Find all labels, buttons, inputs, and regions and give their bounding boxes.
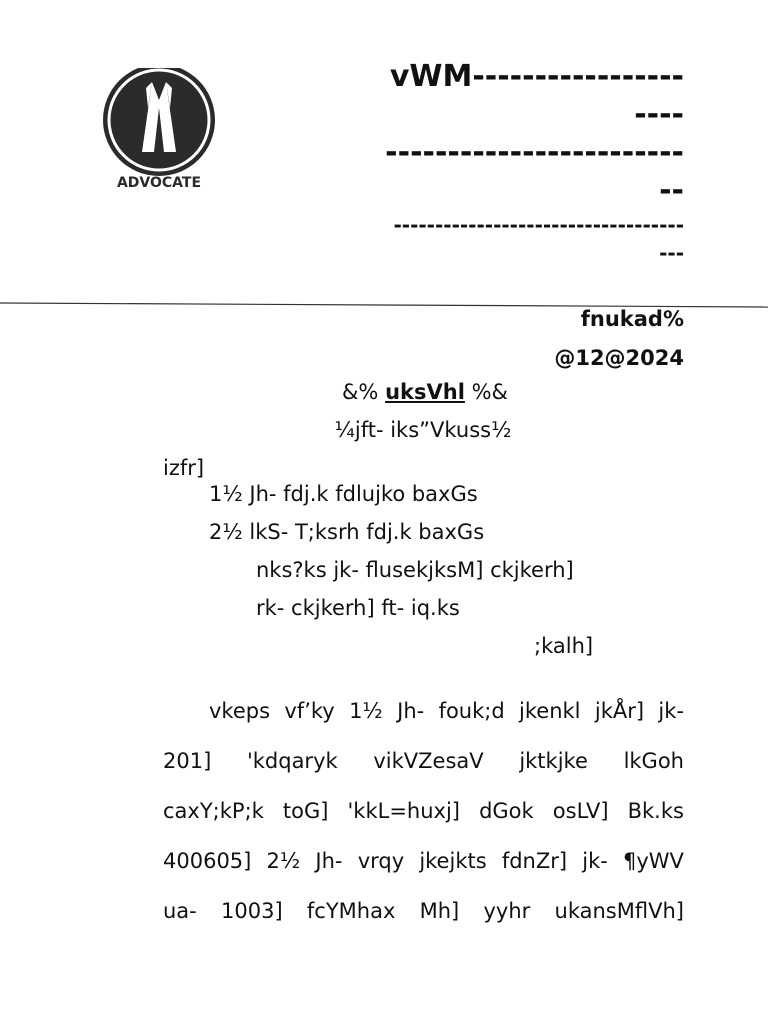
letterhead-address-cont: --- (659, 241, 684, 265)
body-word: 'kkL=huxj] (347, 799, 460, 823)
notice-prefix: &% (342, 380, 379, 404)
letterhead-title-cont: -- (659, 173, 684, 208)
body-word: jkenkl (519, 699, 581, 723)
letterhead-title: ------------------------ (385, 135, 684, 170)
date-value: @12@2024 (554, 346, 684, 370)
body-word: jktkjke (519, 749, 588, 773)
body-line (163, 745, 684, 795)
body-word: jkÅr] (594, 699, 645, 723)
body-word: ¶yWV (623, 849, 684, 873)
body-word: 1003] (221, 899, 283, 923)
body-word: ukansMflVh] (554, 899, 684, 923)
body-paragraph (163, 695, 684, 945)
body-word: Jh- (315, 849, 343, 873)
letterhead-address: ----------------------------------- (393, 213, 684, 237)
body-word: jk- (658, 699, 684, 723)
recipient-2: 2½ lkS- T;ksrh fdj.k baxGs (209, 520, 485, 544)
body-line (163, 695, 684, 745)
body-word: dGok (479, 799, 534, 823)
recipient-role: ;kalh] (534, 634, 594, 658)
body-word: Bk.ks (627, 799, 684, 823)
advocate-logo (100, 68, 218, 192)
notice-subtitle: ¼jft- iks”Vkuss½ (334, 418, 512, 442)
body-word: yyhr (483, 899, 531, 923)
body-word: lkGoh (623, 749, 684, 773)
body-line (163, 795, 684, 845)
notice-suffix: %& (471, 380, 508, 404)
body-word: fouk;d (438, 699, 505, 723)
body-word: 'kdqaryk (246, 749, 338, 773)
body-word: vrqy (357, 849, 405, 873)
body-word: Jh- (397, 699, 425, 723)
date-label: fnukad% (580, 307, 684, 331)
logo-text: ADVOCATE (116, 175, 202, 191)
body-word: 400605] (163, 849, 252, 873)
body-word: fdnZr] (501, 849, 568, 873)
body-word: 201] (163, 749, 212, 773)
date-block (554, 300, 684, 378)
notice-title (0, 376, 768, 408)
body-word: Mh] (419, 899, 460, 923)
letterhead-name-cont: ---- (634, 97, 684, 132)
body-word: vkeps (209, 699, 271, 723)
body-word: fcYMhax (306, 899, 396, 923)
body-word: vikVZesaV (373, 749, 484, 773)
letterhead-name: vWM----------------- (389, 59, 684, 94)
recipient-address-line2: rk- ckjkerh] ft- iq.ks (256, 596, 460, 620)
body-word: toG] (282, 799, 329, 823)
body-word: jk- (582, 849, 608, 873)
body-word: osLV] (552, 799, 609, 823)
advocate-band-icon (103, 68, 215, 176)
body-word: 2½ (266, 849, 301, 873)
body-line (163, 895, 684, 945)
letterhead (344, 58, 684, 266)
body-word: caxY;kP;k (163, 799, 264, 823)
body-word: jkejkts (419, 849, 487, 873)
body-word: 1½ (349, 699, 383, 723)
body-line (163, 845, 684, 895)
to-label: izfr] (163, 456, 205, 480)
body-word: vf’ky (284, 699, 335, 723)
recipient-address-line1: nks?ks jk- flusekjksM] ckjkerh] (256, 558, 574, 582)
recipient-1: 1½ Jh- fdj.k fdlujko baxGs (209, 482, 478, 506)
notice-heading: uksVhl (385, 380, 465, 404)
body-word: ua- (163, 899, 197, 923)
